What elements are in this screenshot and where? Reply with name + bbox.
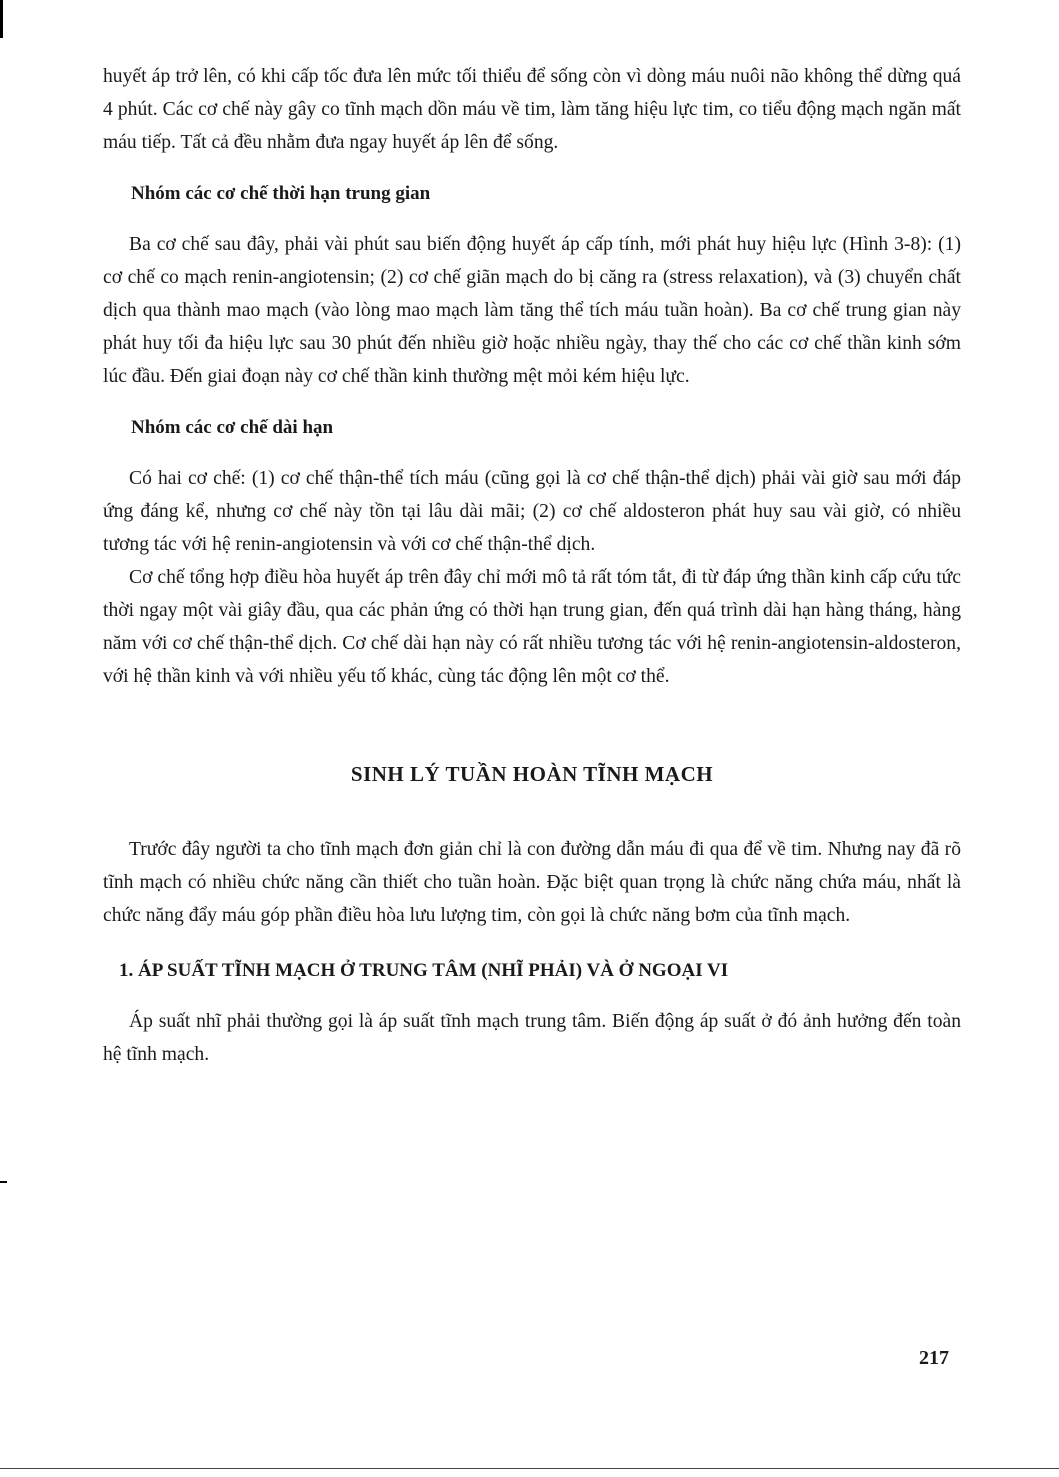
pressure-section-heading: 1. ÁP SUẤT TĨNH MẠCH Ở TRUNG TÂM (NHĨ PHẢI) VÀ Ở NGOẠI VI [119,960,729,981]
scan-edge-mark-mid [0,1181,7,1183]
long-term-mechanisms-heading: Nhóm các cơ chế dài hạn [131,417,334,438]
pressure-section-paragraph: Áp suất nhĩ phải thường gọi là áp suất tĩnh mạch trung tâm. Biến động áp suất ở đó ảnh hưởng đến toàn hệ tĩnh mạch. [103,1011,961,1065]
long-term-mechanisms-paragraph: Có hai cơ chế: (1) cơ chế thận-thể tích máu (cũng gọi là cơ chế thận-thể dịch) phải vài giờ sau mới đáp ứng đáng kể, nhưng cơ chế này tồn tại lâu dài mãi; (2) cơ chế aldosteron phát huy sau vài giờ, có nhiều tương tác với hệ renin-angiotensin và với cơ chế thận-thể dịch. [103,468,961,555]
intermediate-mechanisms-heading: Nhóm các cơ chế thời hạn trung gian [131,183,431,204]
summary-paragraph: Cơ chế tổng hợp điều hòa huyết áp trên đây chỉ mới mô tả rất tóm tắt, đi từ đáp ứng thần kinh cấp cứu tức thời ngay một vài giây đầu, qua các phản ứng có thời hạn trung gian, đến quá trình dài hạn hàng tháng, hàng năm với cơ chế thận-thể dịch. Cơ chế dài hạn này có rất nhiều tương tác với hệ renin-angiotensin-aldosteron, với hệ thần kinh và với nhiều yếu tố khác, cùng tác động lên một cơ thể. [103,567,961,687]
book-page [103,60,961,1071]
intro-paragraph: huyết áp trở lên, có khi cấp tốc đưa lên mức tối thiểu để sống còn vì dòng máu nuôi não không thể dừng quá 4 phút. Các cơ chế này gây co tĩnh mạch dồn máu về tim, làm tăng hiệu lực tim, co tiểu động mạch ngăn mất máu tiếp. Tất cả đều nhằm đưa ngay huyết áp lên để sống. [103,66,961,153]
chapter-title: SINH LÝ TUẦN HOÀN TĨNH MẠCH [350,762,714,786]
scan-bottom-rule [0,1468,1059,1469]
chapter-intro-paragraph: Trước đây người ta cho tĩnh mạch đơn giản chỉ là con đường dẫn máu đi qua để về tim. Nhưng nay đã rõ tĩnh mạch có nhiều chức năng cần thiết cho tuần hoàn. Đặc biệt quan trọng là chức năng chứa máu, nhất là chức năng đẩy máu góp phần điều hòa lưu lượng tim, còn gọi là chức năng bơm của tĩnh mạch. [103,839,961,926]
scan-edge-mark-top [0,0,3,38]
intermediate-mechanisms-paragraph: Ba cơ chế sau đây, phải vài phút sau biến động huyết áp cấp tính, mới phát huy hiệu lực (Hình 3-8): (1) cơ chế co mạch renin-angiotensin; (2) cơ chế giãn mạch do bị căng ra (stress relaxation), và (3) chuyển chất dịch qua thành mao mạch (vào lòng mao mạch làm tăng thể tích máu tuần hoàn). Ba cơ chế trung gian này phát huy tối đa hiệu lực sau 30 phút đến nhiều giờ hoặc nhiều ngày, thay thế cho các cơ chế thần kinh sớm lúc đầu. Đến giai đoạn này cơ chế thần kinh thường mệt mỏi kém hiệu lực. [103,234,961,387]
page-number: 217 [919,1347,949,1369]
